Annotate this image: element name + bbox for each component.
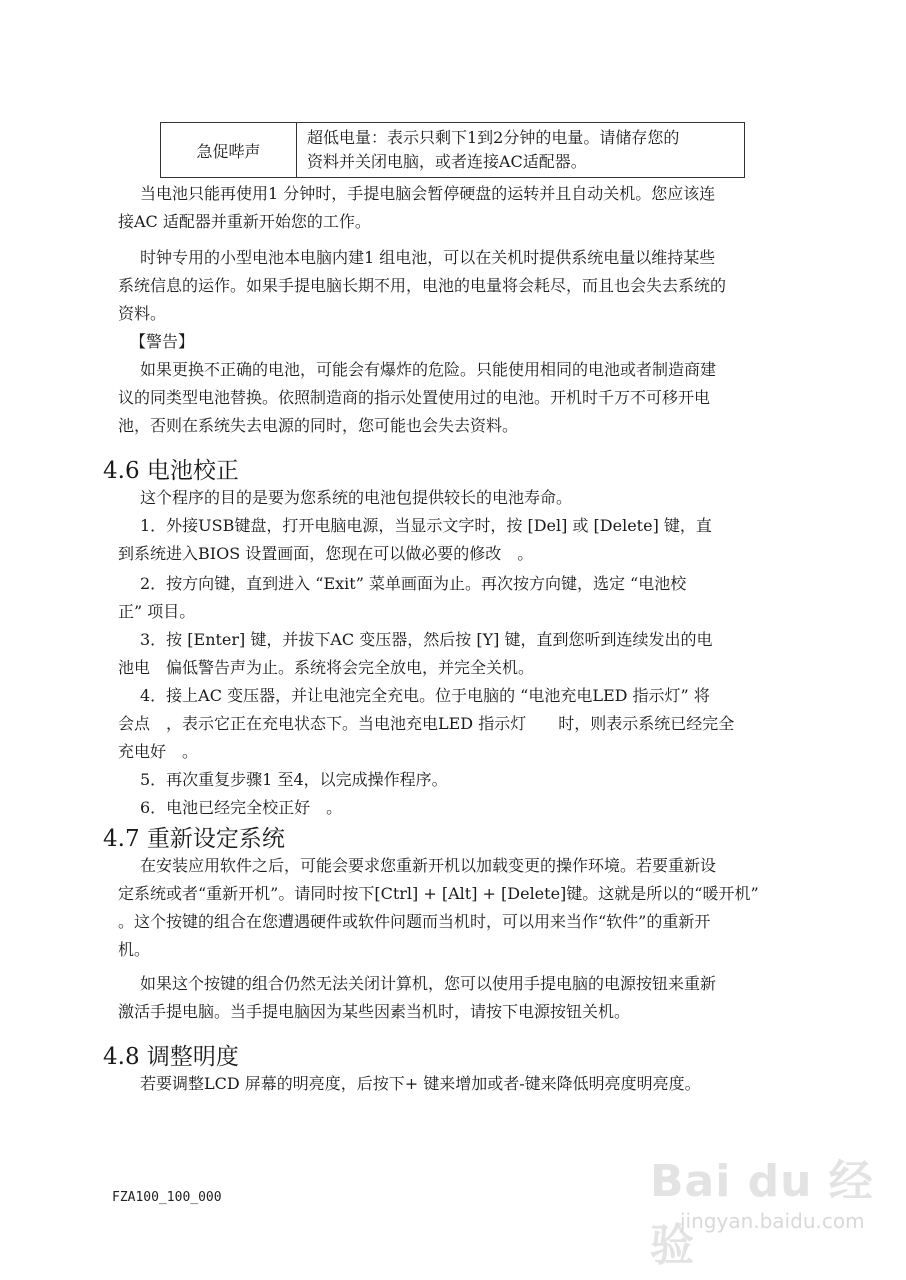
text-line: 。这个按键的组合在您遭遇硬件或软件问题而当机时，可以用来当作“软件”的重新开 [118, 912, 711, 931]
description-cell [297, 123, 745, 178]
text-line: 1．外接USB键盘，打开电脑电源，当显示文字时，按 [Del] 或 [Delete] 键，直 [140, 516, 712, 535]
paragraph-battery-low [118, 180, 830, 236]
text-line: 激活手提电脑。当手提电脑因为某些因素当机时，请按下电源按钮关机。 [118, 1002, 631, 1021]
text-line: 议的同类型电池替换。依照制造商的指示处置使用过的电池。开机时千万不可移开电 [118, 388, 711, 407]
text-line: 4．接上AC 变压器，并让电池完全充电。位于电脑的 “电池充电LED 指示灯” 将 [140, 686, 710, 705]
section-heading-4-8: 4.8 调整明度 [103, 1044, 239, 1070]
text-line: 在安装应用软件之后，可能会要求您重新开机以加载变更的操作环境。若要重新设 [140, 856, 717, 875]
paragraph-clock-battery [118, 244, 830, 328]
list-item: 6．电池已经完全校正好 。 [140, 798, 343, 817]
text-line: 正” 项目。 [118, 602, 196, 621]
list-item: 5．再次重复步骤1 至4，以完成操作程序。 [140, 770, 448, 789]
battery-signal-table [160, 122, 745, 178]
paragraph-restart [118, 852, 830, 964]
list-item [118, 570, 830, 626]
description-line: 资料并关闭电脑，或者连接AC适配器。 [307, 152, 587, 171]
text-line: 如果这个按键的组合仍然无法关闭计算机，您可以使用手提电脑的电源按钮来重新 [140, 974, 717, 993]
paragraph-power-button [118, 970, 830, 1026]
list-item [118, 512, 830, 568]
list-item [118, 682, 830, 766]
text-line: 时钟专用的小型电池本电脑内建1 组电池，可以在关机时提供系统电量以维持某些 [140, 248, 716, 267]
watermark-url: jingyan.baidu.com [680, 1209, 865, 1233]
section-4-6-intro: 这个程序的目的是要为您系统的电池包提供较长的电池寿命。 [140, 488, 573, 507]
signal-cell: 急促哔声 [161, 123, 297, 178]
section-heading-4-7: 4.7 重新设定系统 [103, 826, 285, 852]
text-line: 接AC 适配器并重新开始您的工作。 [118, 212, 371, 231]
text-line: 会点 ，表示它正在充电状态下。当电池充电LED 指示灯 时，则表示系统已经完全 [118, 714, 735, 733]
text-line: 当电池只能再使用1 分钟时，手提电脑会暂停硬盘的运转并且自动关机。您应该连 [140, 184, 716, 203]
text-line: 池电 偏低警告声为止。系统将会完全放电，并完全关机。 [118, 658, 535, 677]
text-line: 如果更换不正确的电池，可能会有爆炸的危险。只能使用相同的电池或者制造商建 [140, 360, 717, 379]
warning-label: 【警告】 [130, 332, 195, 351]
section-heading-4-6: 4.6 电池校正 [103, 458, 239, 484]
text-line: 充电好 。 [118, 742, 199, 761]
text-line: 3．按 [Enter] 键，并拔下AC 变压器，然后按 [Y] 键，直到您听到连续发出的电 [140, 630, 713, 649]
table-row [161, 123, 745, 178]
list-item [118, 626, 830, 682]
text-line: 定系统或者“重新开机”。请同时按下[Ctrl] + [Alt] + [Delete]键。这就是所以的“暖开机” [118, 884, 759, 903]
warning-text [118, 356, 830, 440]
text-line: 到系统进入BIOS 设置画面，您现在可以做必要的修改 。 [118, 544, 534, 563]
watermark-brand: Bai du 经验 [650, 1156, 874, 1271]
baidu-watermark [650, 1145, 880, 1271]
text-line: 系统信息的运作。如果手提电脑长期不用，电池的电量将会耗尽，而且也会失去系统的 [118, 276, 727, 295]
description-line: 超低电量：表示只剩下1到2分钟的电量。请储存您的 [307, 128, 680, 147]
text-line: 资料。 [118, 304, 167, 323]
text-line: 机。 [118, 940, 151, 959]
text-line: 池，否则在系统失去电源的同时，您可能也会失去资料。 [118, 416, 519, 435]
text-line: 2．按方向键，直到进入 “Exit” 菜单画面为止。再次按方向键，选定 “电池校 [140, 574, 687, 593]
footer-code: FZA100_100_000 [112, 1190, 222, 1205]
paragraph-brightness: 若要调整LCD 屏幕的明亮度，后按下+ 键来增加或者-键来降低明亮度明亮度。 [140, 1074, 701, 1093]
